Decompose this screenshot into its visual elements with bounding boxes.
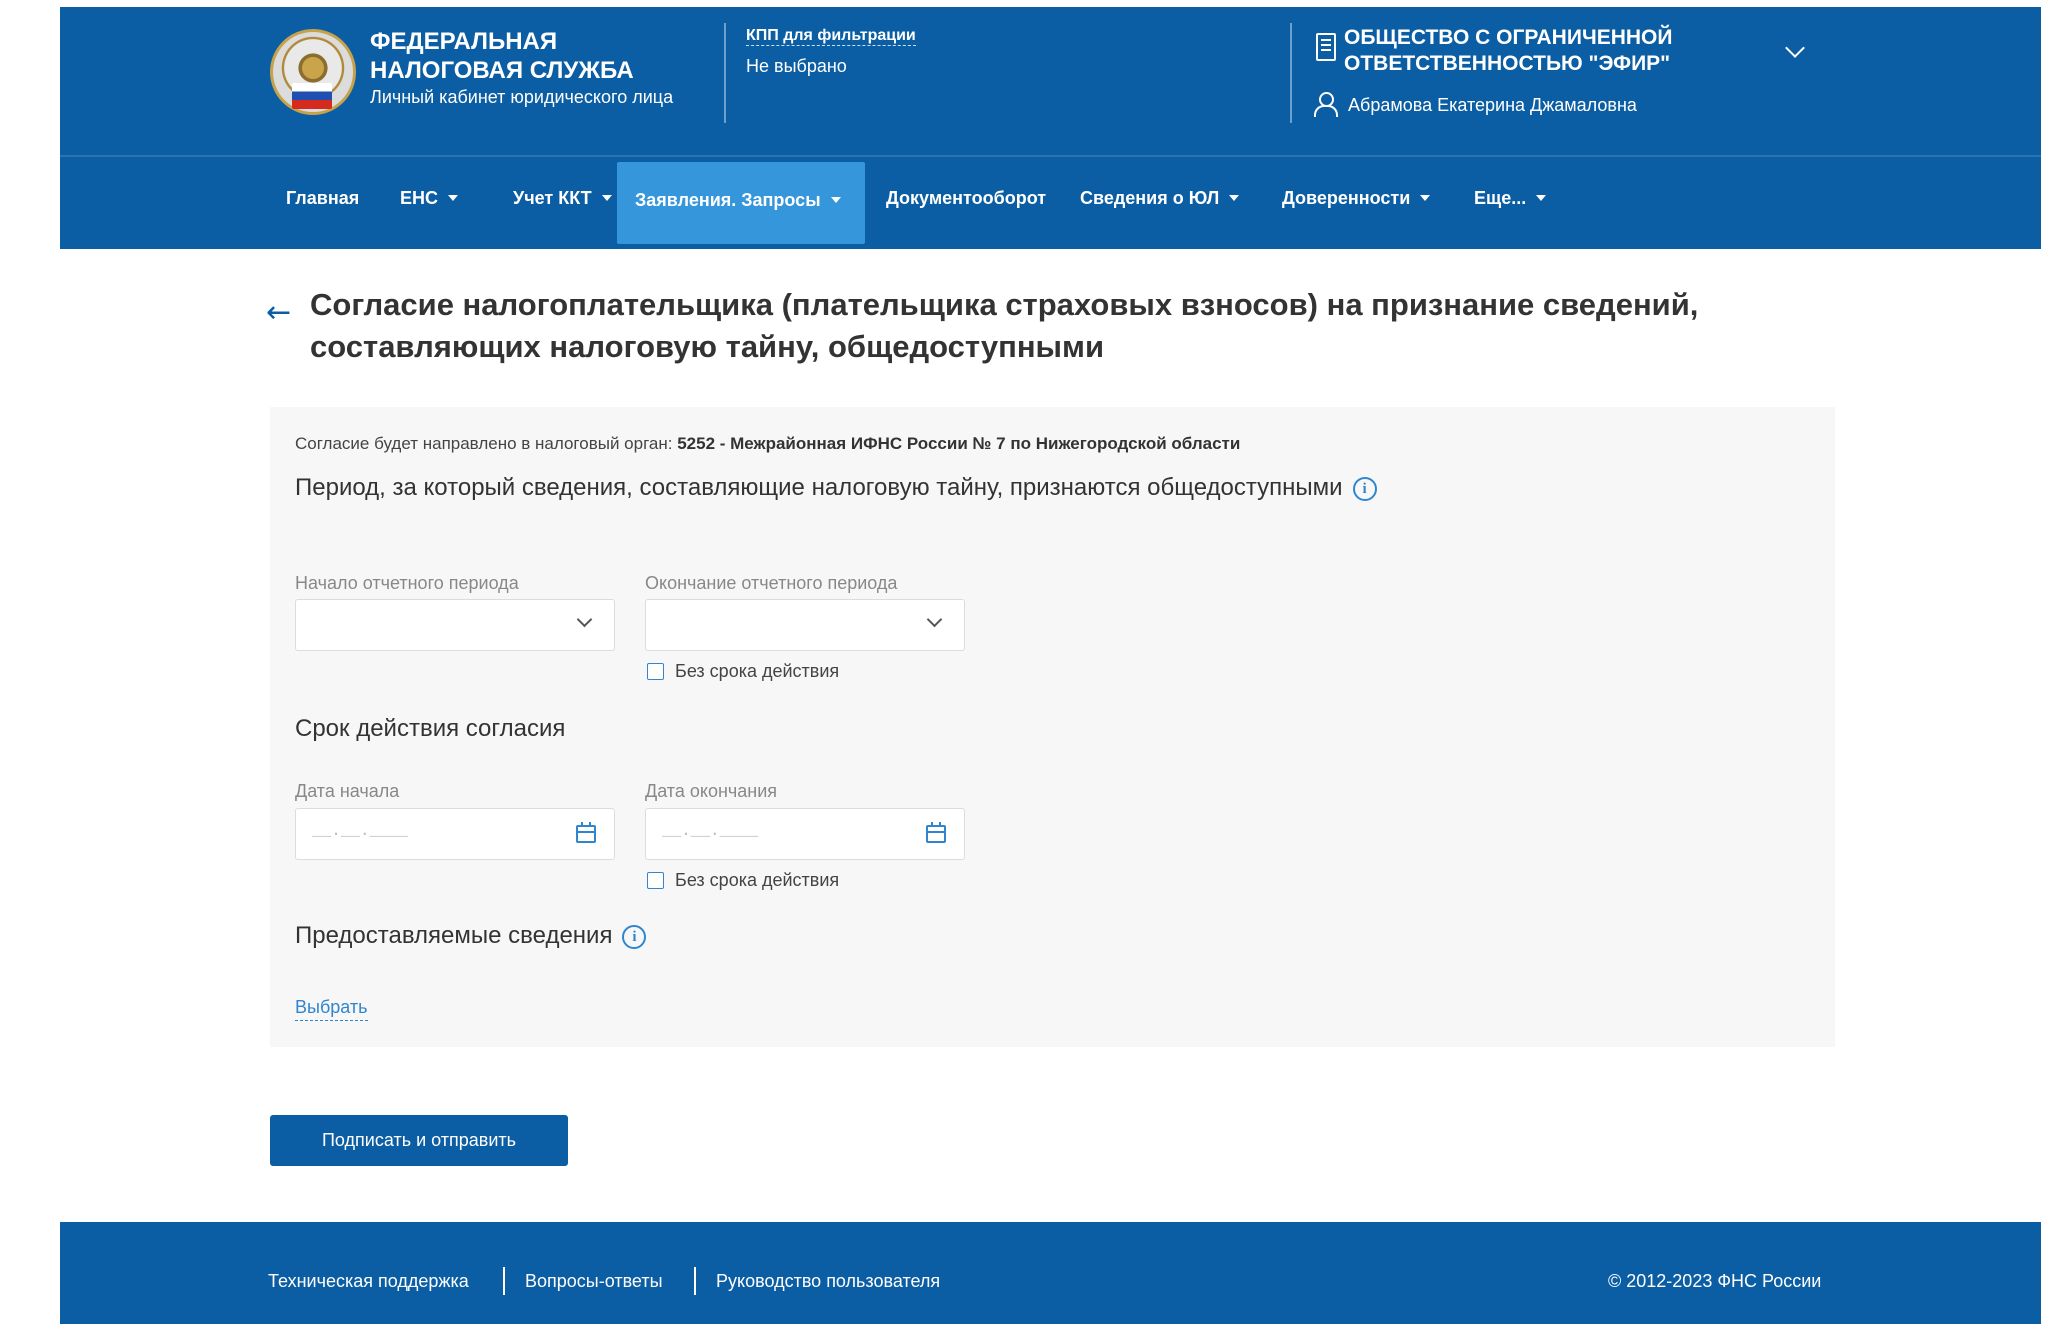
header-divider	[724, 23, 726, 123]
page	[60, 7, 2041, 1324]
date-end-input[interactable]	[645, 808, 965, 860]
caret-down-icon	[602, 195, 612, 201]
nav-item-company-info[interactable]	[1062, 157, 1257, 239]
date-end-label: Дата окончания	[645, 781, 778, 801]
page-title: Согласие налогоплательщика (плательщика страховых взносов) на признание сведений, составляющих налоговую тайну, общедоступными	[310, 287, 1699, 364]
nav-item-label: Учет ККТ	[513, 188, 592, 208]
caret-down-icon	[1420, 195, 1430, 201]
company-name[interactable]: ОБЩЕСТВО С ОГРАНИЧЕННОЙ ОТВЕТСТВЕННОСТЬЮ "ЭФИР"	[1344, 26, 1673, 75]
user-name[interactable]: Абрамова Екатерина Джамаловна	[1348, 95, 1637, 115]
info-icon[interactable]: i	[1353, 477, 1377, 501]
kpp-filter-label[interactable]: КПП для фильтрации	[746, 27, 916, 44]
caret-down-icon	[1229, 195, 1239, 201]
info-section-label: Предоставляемые сведения	[295, 922, 613, 949]
period-start-label: Начало отчетного периода	[295, 573, 519, 593]
sign-and-send-button[interactable]: Подписать и отправить	[270, 1115, 568, 1166]
building-icon	[1316, 33, 1336, 61]
recipient-value: 5252 - Межрайонная ИФНС России № 7 по Нижегородской области	[677, 434, 1241, 453]
validity-no-term-checkbox[interactable]	[647, 872, 664, 889]
info-icon[interactable]: i	[622, 925, 646, 949]
kpp-filter-value[interactable]: Не выбрано	[746, 56, 847, 76]
nav-item-kkt[interactable]	[495, 157, 630, 239]
nav-item-label: Еще...	[1474, 188, 1527, 208]
period-section-title	[295, 474, 1377, 502]
caret-down-icon	[831, 197, 841, 203]
caret-down-icon	[448, 195, 458, 201]
user-icon	[1314, 92, 1336, 118]
nav-item-more[interactable]	[1456, 157, 1564, 239]
period-start-select[interactable]	[295, 599, 615, 651]
chevron-down-icon	[927, 612, 943, 628]
nav-item-applications[interactable]	[617, 162, 865, 244]
header-divider	[1290, 23, 1292, 123]
date-start-label: Дата начала	[295, 781, 400, 801]
nav-item-label: Доверенности	[1282, 188, 1411, 208]
org-title[interactable]	[370, 27, 634, 85]
org-title-line1: ФЕДЕРАЛЬНАЯ	[370, 28, 558, 55]
validity-no-term-label: Без срока действия	[675, 870, 840, 890]
period-no-term-label: Без срока действия	[675, 661, 840, 681]
calendar-icon[interactable]	[926, 825, 946, 843]
back-arrow-icon[interactable]: ←	[266, 295, 292, 330]
calendar-icon[interactable]	[576, 825, 596, 843]
org-title-line2: НАЛОГОВАЯ СЛУЖБА	[370, 57, 634, 84]
nav-item-ens[interactable]	[382, 157, 476, 239]
recipient-line	[295, 434, 1240, 454]
nav-item-label: Документооборот	[886, 188, 1047, 208]
recipient-prefix: Согласие будет направлено в налоговый орган:	[295, 434, 678, 453]
period-section-label: Период, за который сведения, составляющие налоговую тайну, признаются общедоступными	[295, 474, 1343, 501]
validity-section-title: Срок действия согласия	[295, 715, 566, 742]
nav-item-label: Главная	[286, 188, 360, 208]
period-no-term-checkbox[interactable]	[647, 663, 664, 680]
date-start-input[interactable]	[295, 808, 615, 860]
nav-item-documents[interactable]	[868, 157, 1064, 239]
org-subtitle: Личный кабинет юридического лица	[370, 87, 674, 107]
footer-support-link[interactable]: Техническая поддержка	[268, 1271, 469, 1291]
footer-divider	[694, 1267, 696, 1295]
nav-item-label: Сведения о ЮЛ	[1080, 188, 1220, 208]
top-header	[60, 7, 2041, 157]
info-section-title	[295, 922, 646, 950]
period-end-select[interactable]	[645, 599, 965, 651]
chevron-down-icon[interactable]	[1785, 38, 1805, 58]
flag-icon	[292, 83, 332, 109]
date-placeholder: __.__.____	[662, 822, 759, 840]
chevron-down-icon	[577, 612, 593, 628]
footer-divider	[503, 1267, 505, 1295]
nav-item-label: Заявления. Запросы	[635, 190, 821, 210]
date-placeholder: __.__.____	[312, 822, 409, 840]
nav-item-home[interactable]	[268, 157, 377, 239]
footer-faq-link[interactable]: Вопросы-ответы	[525, 1271, 663, 1291]
choose-link[interactable]: Выбрать	[295, 997, 368, 1021]
nav-item-label: ЕНС	[400, 188, 439, 208]
footer-copyright: © 2012-2023 ФНС России	[1608, 1271, 1822, 1291]
caret-down-icon	[1536, 195, 1546, 201]
period-end-label: Окончание отчетного периода	[645, 573, 898, 593]
footer-manual-link[interactable]: Руководство пользователя	[716, 1271, 941, 1291]
nav-item-powers-of-attorney[interactable]	[1264, 157, 1448, 239]
main-nav	[60, 157, 2041, 249]
